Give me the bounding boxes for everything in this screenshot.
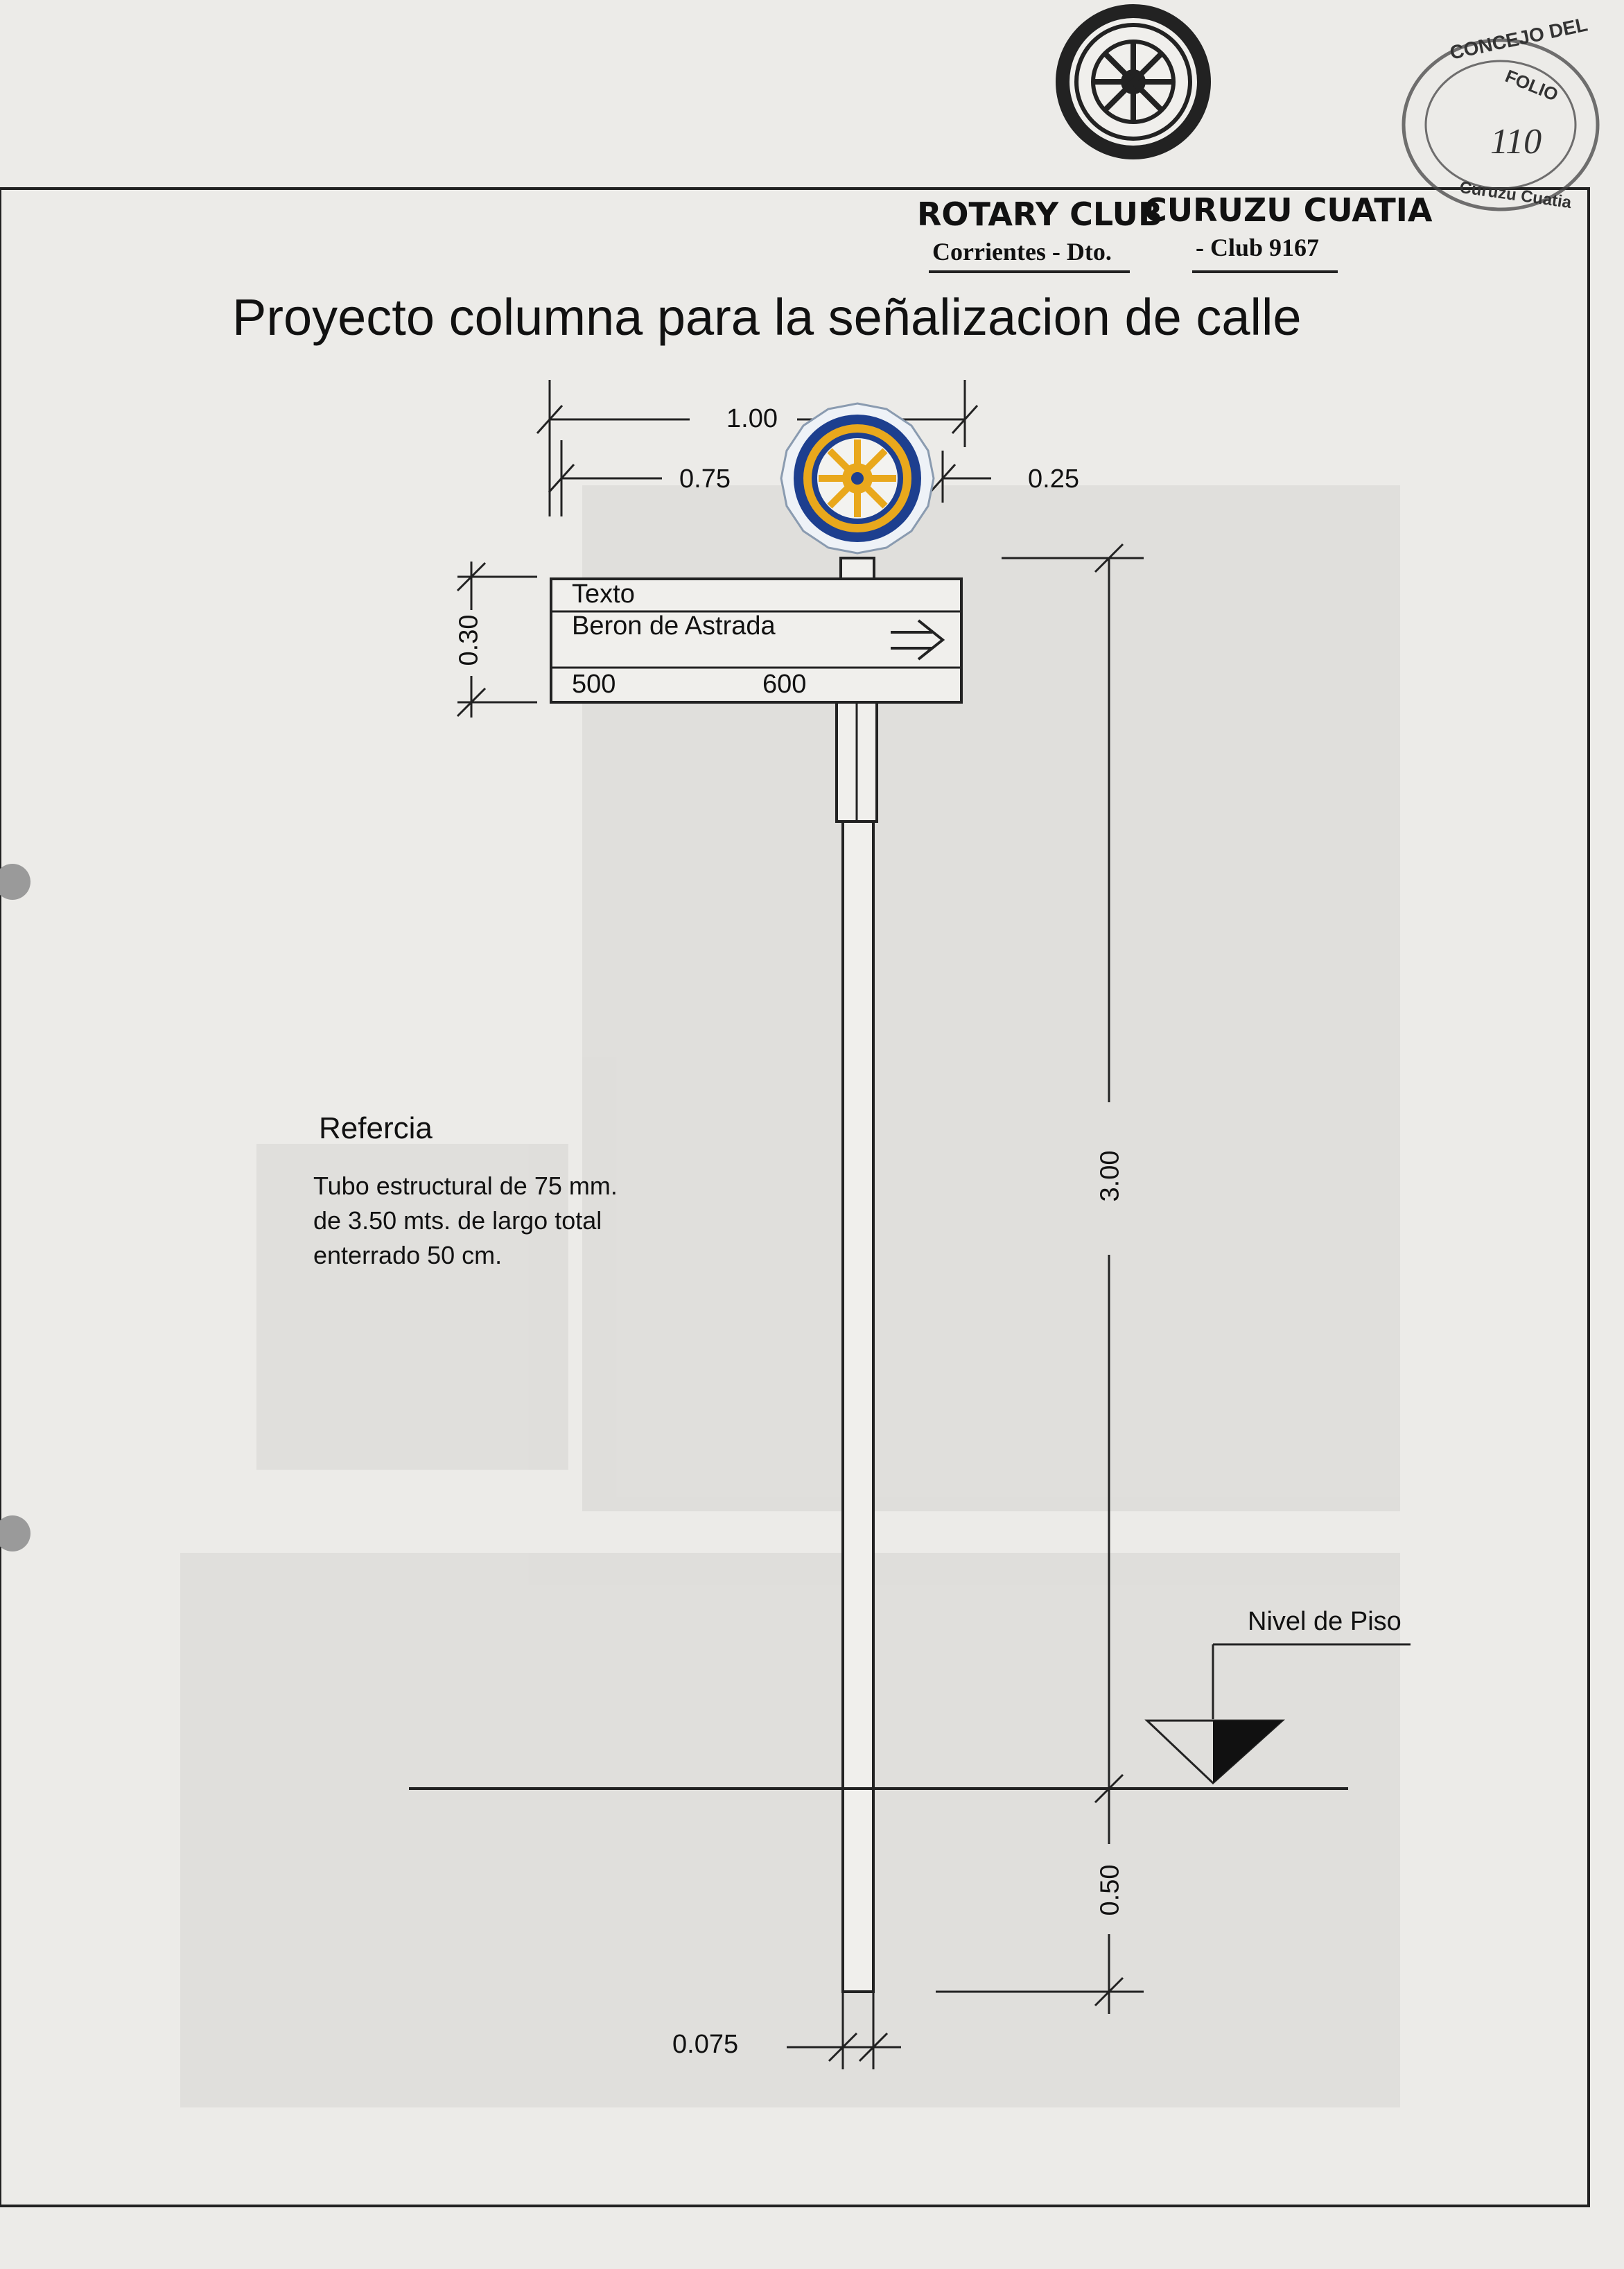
seal-outer-top: CONCEJO DEL: [1447, 13, 1590, 64]
sign-num-left: 500: [572, 670, 616, 699]
dim-below-ground: 0.50: [1095, 1864, 1125, 1916]
background-ghost: [180, 485, 1400, 2107]
header-province: Corrientes - Dto.: [932, 238, 1112, 266]
sign-line2: Beron de Astrada: [572, 611, 776, 641]
header-club-name: ROTARY CLUB: [917, 195, 1163, 233]
page-title: Proyecto columna para la señalizacion de calle: [232, 288, 1302, 346]
dim-right-width: 0.25: [1028, 464, 1079, 494]
header-club-city: CURUZU CUATIA: [1144, 191, 1433, 229]
header-club-number: - Club 9167: [1196, 234, 1320, 261]
sign-line1: Texto: [572, 580, 635, 609]
sign-num-right: 600: [762, 670, 807, 699]
dim-total-width: 1.00: [726, 404, 778, 433]
seal-outer-bottom: Curuzu Cuatia: [1458, 177, 1573, 213]
reference-heading: Refercia: [319, 1111, 433, 1145]
emblem-stem: [841, 558, 874, 579]
seal-folio-number: 110: [1490, 122, 1542, 162]
dim-sign-height: 0.30: [454, 614, 484, 666]
binder-hole: [0, 864, 30, 900]
binder-hole: [0, 1515, 30, 1551]
pole-tube: [843, 821, 873, 1992]
dim-left-width: 0.75: [679, 464, 731, 494]
seal-folio-label: FOLIO: [1502, 65, 1562, 105]
dim-tube-diameter: 0.075: [672, 2030, 739, 2059]
reference-line3: enterrado 50 cm.: [313, 1241, 503, 1269]
dim-above-ground: 3.00: [1095, 1150, 1125, 1202]
header-rotary-emblem: [1056, 4, 1211, 159]
rotary-emblem-top: [781, 403, 934, 553]
ground-label: Nivel de Piso: [1248, 1607, 1402, 1636]
reference-line2: de 3.50 mts. de largo total: [313, 1206, 602, 1235]
reference-line1: Tubo estructural de 75 mm.: [313, 1172, 618, 1200]
